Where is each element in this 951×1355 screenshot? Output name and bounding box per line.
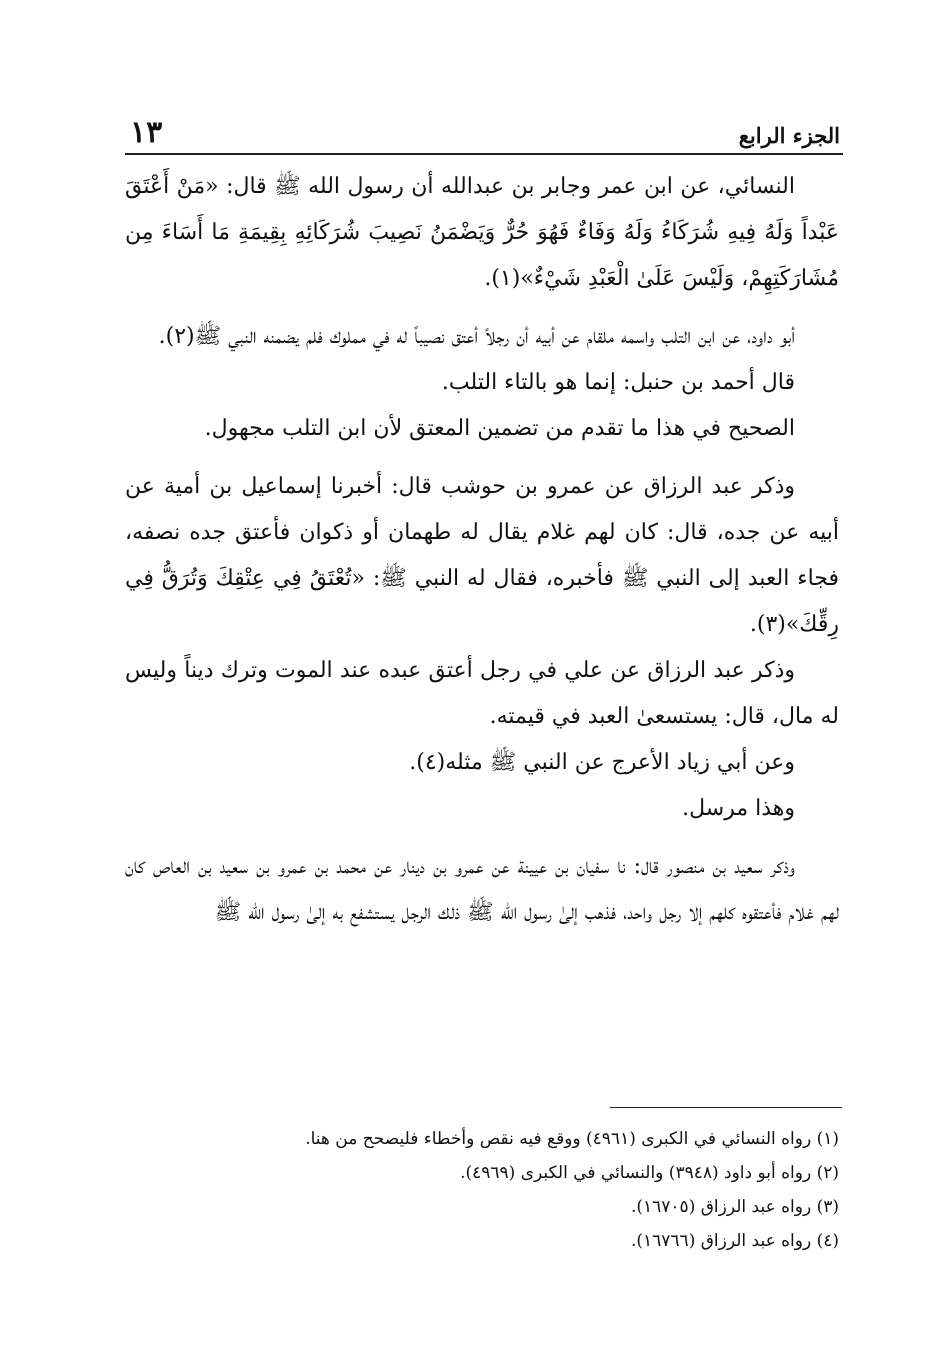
- paragraph-9: وذكر سعيد بن منصور قال: نا سفيان بن عيينة عن عمرو بن دينار عن محمد بن عمرو بن سعيد بن العاص كان لهم غلام فأعتقوه كلهم إلا رجل واحد، فذهب إلىٰ رسول الله ﷺ ذلك الرجل يستشفع به إلىٰ رسول الله ﷺ: [125, 854, 839, 925]
- footnote-4: (٤) رواه عبد الرزاق (١٦٧٦٦).: [630, 1231, 839, 1251]
- footnotes: [125, 1122, 839, 1258]
- header-rule: [125, 153, 843, 155]
- footnote-2: (٢) رواه أبو داود (٣٩٤٨) والنسائي في الكبرى (٤٩٦٩).: [460, 1163, 839, 1183]
- footnote-3: (٣) رواه عبد الرزاق (١٦٧٠٥).: [630, 1197, 839, 1217]
- page-number: ١٣: [130, 115, 163, 150]
- paragraph-1: النسائي، عن ابن عمر وجابر بن عبدالله أن رسول الله ﷺ قال: «مَنْ أَعْتَقَ عَبْداً وَلَهُ فِيهِ شُرَكَاءُ وَلَهُ وَفَاءٌ فَهُوَ حُرٌّ وَيَضْمَنُ نَصِيبَ شُرَكَائِهِ بِقِيمَةِ مَا أَسَاءَ مِن مُشَارَكَتِهِمْ، وَلَيْسَ عَلَىٰ الْعَبْدِ شَيْءٌ»(١).: [125, 174, 840, 291]
- main-text: [125, 164, 839, 936]
- footnote-rule: [610, 1107, 842, 1108]
- paragraph-6: وذكر عبد الرزاق عن علي في رجل أعتق عبده عند الموت وترك ديناً وليس له مال، قال: يستسعىٰ العبد في قيمته.: [125, 658, 839, 729]
- paragraph-3: قال أحمد بن حنبل: إنما هو بالتاء التلب.: [441, 370, 795, 395]
- paragraph-5: وذكر عبد الرزاق عن عمرو بن حوشب قال: أخبرنا إسماعيل بن أمية عن أبيه عن جده، قال: كان لهم غلام يقال له طهمان أو ذكوان فأعتق جده نصفه، فجاء العبد إلى النبي ﷺ فأخبره، فقال له النبي ﷺ: «تُعْتَقُ فِي عِتْقِكَ وَتُرَقُّ فِي رِقِّكَ»(٣).: [125, 474, 839, 637]
- paragraph-2: أبو داود، عن ابن التلب واسمه ملقام عن أبيه أن رجلاً أعتق نصيباً له في مملوك فلم يضمنه النبي ﷺ(٢).: [158, 324, 795, 349]
- paragraph-4: الصحيح في هذا ما تقدم من تضمين المعتق لأن ابن التلب مجهول.: [204, 416, 795, 441]
- footnote-1: (١) رواه النسائي في الكبرى (٤٩٦١) ووقع فيه نقص وأخطاء فليصحح من هنا.: [305, 1129, 839, 1149]
- page-header: [130, 108, 840, 148]
- paragraph-7: وعن أبي زياد الأعرج عن النبي ﷺ مثله(٤).: [409, 750, 795, 775]
- paragraph-8: وهذا مرسل.: [682, 796, 795, 821]
- running-head: الجزء الرابع: [738, 123, 840, 148]
